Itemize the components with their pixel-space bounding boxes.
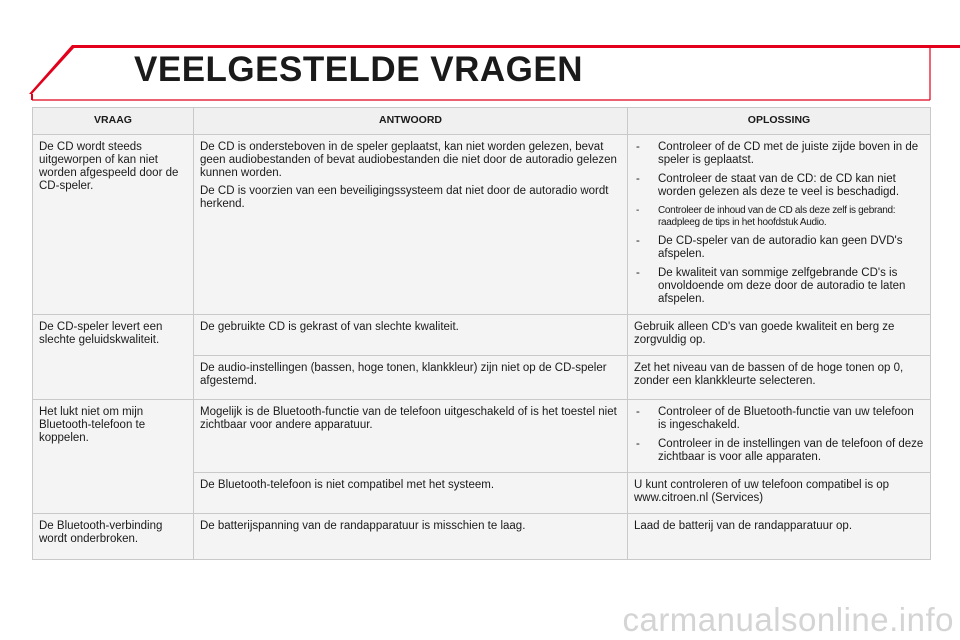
solution-list <box>634 406 924 464</box>
solution-item: - Controleer of de Bluetooth-functie van uw telefoon is ingeschakeld. <box>634 406 924 432</box>
answer-cell: De gebruikte CD is gekrast of van slechte kwaliteit. <box>194 315 628 356</box>
table-header-row <box>33 108 931 135</box>
answer-paragraph: De CD is voorzien van een beveiligingssysteem dat niet door de autoradio wordt herkend. <box>200 185 609 210</box>
column-header-answer: ANTWOORD <box>194 108 628 135</box>
solution-item: - Controleer de inhoud van de CD als deze zelf is gebrand: raadpleeg de tips in het hoofdstuk Audio. <box>634 205 924 229</box>
faq-table <box>32 107 931 560</box>
solution-cell <box>628 135 931 315</box>
solution-item: - De CD-speler van de autoradio kan geen DVD's afspelen. <box>634 235 924 261</box>
answer-cell: De batterijspanning van de randapparatuur is misschien te laag. <box>194 514 628 560</box>
column-header-question: VRAAG <box>33 108 194 135</box>
solution-item: - Controleer in de instellingen van de telefoon of deze zichtbaar is voor alle apparaten. <box>634 438 924 464</box>
answer-cell: De Bluetooth-telefoon is niet compatibel met het systeem. <box>194 473 628 514</box>
solution-cell <box>628 400 931 473</box>
answer-cell <box>194 135 628 315</box>
table-row <box>33 514 931 560</box>
solution-cell: Zet het niveau van de bassen of de hoge tonen op 0, zonder een klankkleurte selecteren. <box>628 356 931 400</box>
solution-item: - Controleer of de CD met de juiste zijde boven in de speler is geplaatst. <box>634 141 924 167</box>
solution-cell: Gebruik alleen CD's van goede kwaliteit en berg ze zorgvuldig op. <box>628 315 931 356</box>
question-cell: Het lukt niet om mijn Bluetooth-telefoon te koppelen. <box>33 400 194 514</box>
solution-item: - De kwaliteit van sommige zelfgebrande CD's is onvoldoende om deze door de autoradio te laten afspelen. <box>634 267 924 306</box>
watermark-text: carmanualsonline.info <box>622 601 954 638</box>
page-title: VEELGESTELDE VRAGEN <box>134 50 584 89</box>
question-cell: De Bluetooth-verbinding wordt onderbroken. <box>33 514 194 560</box>
question-cell: De CD-speler levert een slechte geluidskwaliteit. <box>33 315 194 400</box>
table-row <box>33 135 931 315</box>
question-cell: De CD wordt steeds uitgeworpen of kan niet worden afgespeeld door de CD-speler. <box>33 135 194 315</box>
answer-cell: Mogelijk is de Bluetooth-functie van de telefoon uitgeschakeld of is het toestel niet zichtbaar voor andere apparatuur. <box>194 400 628 473</box>
answer-cell: De audio-instellingen (bassen, hoge tonen, klankkleur) zijn niet op de CD-speler afgestemd. <box>194 356 628 400</box>
solution-item: - Controleer de staat van de CD: de CD kan niet worden gelezen als deze te veel is beschadigd. <box>634 173 924 199</box>
table-row <box>33 315 931 356</box>
solution-list <box>634 141 924 306</box>
answer-paragraph: De CD is ondersteboven in de speler geplaatst, kan niet worden gelezen, bevat geen audiobestanden of bevat audiobestanden die niet door de autoradio gelezen kunnen worden. <box>200 141 617 179</box>
solution-cell: U kunt controleren of uw telefoon compatibel is op www.citroen.nl (Services) <box>628 473 931 514</box>
solution-cell: Laad de batterij van de randapparatuur op. <box>628 514 931 560</box>
column-header-solution: OPLOSSING <box>628 108 931 135</box>
table-row <box>33 400 931 473</box>
